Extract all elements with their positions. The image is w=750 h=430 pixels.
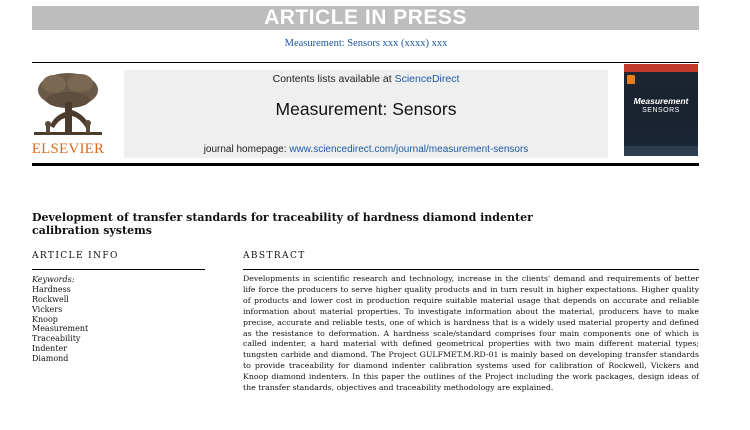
- cover-title: Measurement: [633, 96, 689, 106]
- homepage-line: [124, 144, 608, 155]
- keyword-item: Diamond: [32, 353, 69, 363]
- header-bottom-rule: [32, 163, 699, 166]
- tree-icon: [28, 70, 108, 142]
- abstract-heading: ABSTRACT: [243, 251, 306, 261]
- journal-header-box: [124, 70, 608, 158]
- keyword-item: Measurement: [32, 324, 89, 334]
- header-top-rule: [32, 62, 699, 63]
- keyword-item: Vickers: [32, 304, 63, 314]
- article-info-heading: ARTICLE INFO: [32, 251, 119, 261]
- article-title: Development of transfer standards for traceability of hardness diamond indenter calibration systems: [32, 211, 533, 237]
- sciencedirect-link[interactable]: ScienceDirect: [394, 73, 460, 85]
- keyword-item: Hardness: [32, 285, 71, 294]
- publisher-name[interactable]: ELSEVIER: [31, 141, 105, 157]
- cover-subtitle: SENSORS: [642, 107, 680, 114]
- journal-citation[interactable]: Measurement: Sensors xxx (xxxx) xxx: [284, 38, 448, 49]
- abstract-text: Developments in scientific research and technology, increase in the clients' demand and requirements of better life force the producers to serve higher quality products and in turn result in higher expectations. Higher quality of products and lower cost in production require suitable material usage that depends on accurate and reliable information about material properties. To investigate information about the material, producers have to make precise, accurate and reliable tests, one of which is hardness that is a widely used material property and defined as the resistance to deformation. A hardness scale/standard comprises four main components one of which is called indenter, a hard material with defined geometrical properties with two main different material types; tungsten carbide and diamond. The Project GULFMET.M.RD-01 is mainly based on developing transfer standards to provide traceability for diamond indenter calibration systems used for calibration of Rockwell, Vickers and Knoop diamond indenters. In this paper the outlines of the Project including the work packages, design ideas of the transfer standards, objectives and traceability methodology are explained.: [243, 274, 699, 393]
- keywords-list: [32, 285, 88, 364]
- cover-publisher-icon: [627, 75, 635, 84]
- keyword-item: Traceability: [32, 334, 81, 344]
- abstract-rule: [243, 269, 699, 270]
- article-in-press-banner: ARTICLE IN PRESS: [32, 6, 699, 30]
- keyword-item: Indenter: [32, 344, 68, 354]
- contents-line: [124, 73, 608, 85]
- cover-top-band: [624, 64, 698, 72]
- journal-cover-thumbnail[interactable]: [624, 64, 698, 156]
- cover-bottom-band: [624, 146, 698, 156]
- keywords-label: Keywords:: [32, 275, 75, 284]
- journal-title[interactable]: Measurement: Sensors: [275, 99, 457, 119]
- article-info-rule: [32, 269, 205, 270]
- homepage-prefix: journal homepage:: [203, 144, 290, 155]
- contents-prefix: Contents lists available at: [272, 73, 395, 85]
- journal-homepage-link[interactable]: www.sciencedirect.com/journal/measurement-sensors: [289, 144, 529, 155]
- keyword-item: Knoop: [32, 314, 58, 324]
- keyword-item: Rockwell: [32, 294, 69, 304]
